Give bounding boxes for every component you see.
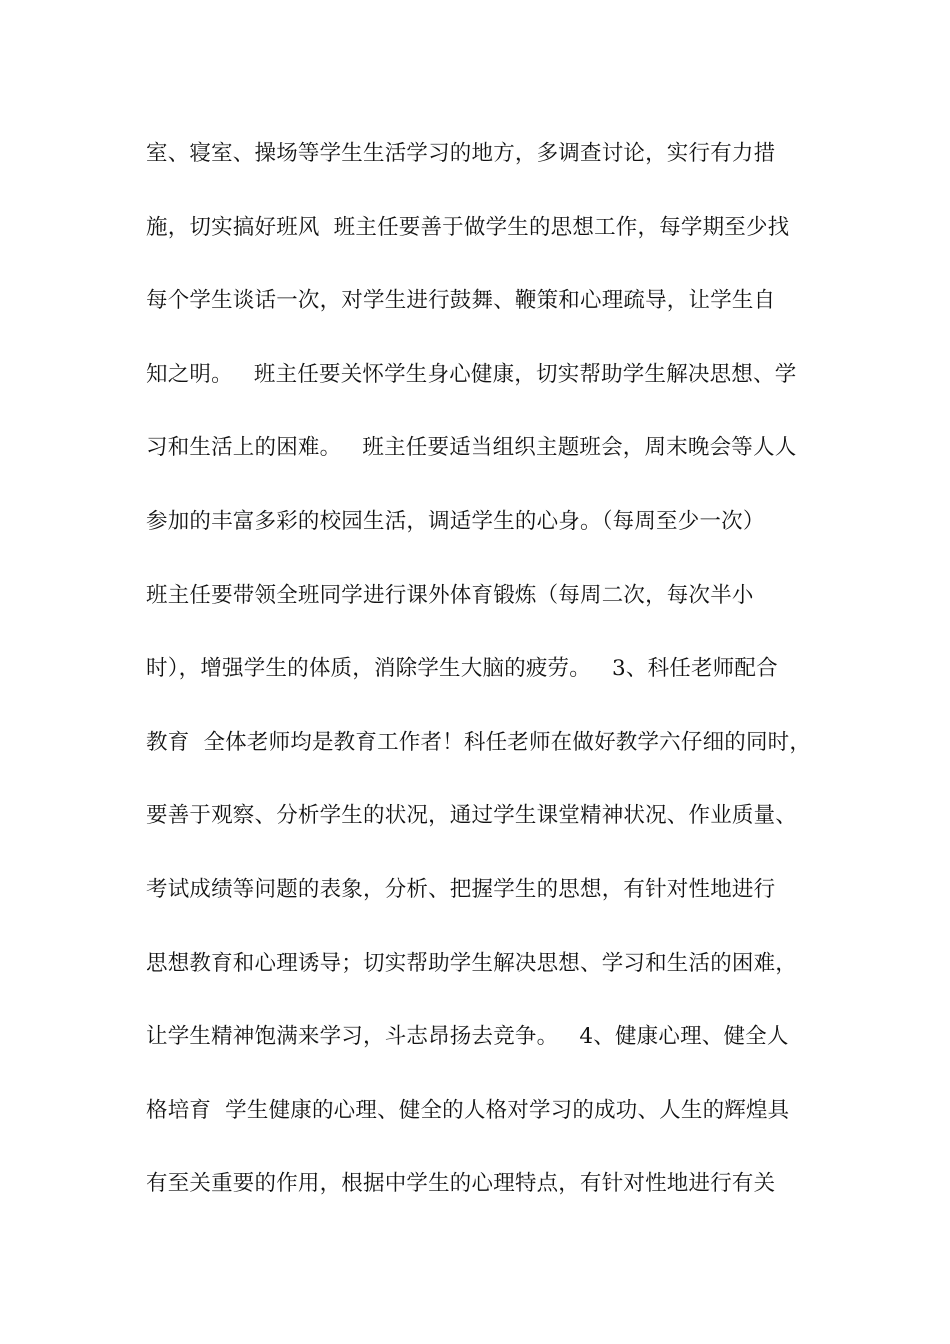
text-line: 每个学生谈话一次，对学生进行鼓舞、鞭策和心理疏导，让学生自 xyxy=(146,288,776,314)
text-line: 习和生活上的困难。 班主任要适当组织主题班会，周末晚会等人人 xyxy=(146,435,797,461)
text-line: 室、寝室、操场等学生生活学习的地方，多调查讨论，实行有力措 xyxy=(146,141,776,166)
text-line: 格培育 学生健康的心理、健全的人格对学习的成功、人生的辉煌具 xyxy=(146,1097,790,1123)
text-line: 要善于观察、分析学生的状况，通过学生课堂精神状况、作业质量、 xyxy=(146,803,798,829)
text-line: 班主任要带领全班同学进行课外体育锻炼（每周二次，每次半小 xyxy=(146,582,754,608)
text-line: 教育 全体老师均是教育工作者！科任老师在做好教学六仔细的同时， xyxy=(146,729,812,755)
text-line: 知之明。 班主任要关怀学生身心健康，切实帮助学生解决思想、学 xyxy=(146,361,797,387)
text-line: 时），增强学生的体质，消除学生大脑的疲劳。 3、科任老师配合 xyxy=(146,656,778,682)
text-line: 参加的丰富多彩的校园生活，调适学生的心身。（每周至少一次） xyxy=(146,508,765,534)
body-text xyxy=(146,134,826,1238)
text-line: 思想教育和心理诱导；切实帮助学生解决思想、学习和生活的困难， xyxy=(146,950,798,976)
text-line: 让学生精神饱满来学习，斗志昂扬去竞争。 4、健康心理、健全人 xyxy=(146,1024,789,1050)
text-line: 考试成绩等问题的表象，分析、把握学生的思想，有针对性地进行 xyxy=(146,876,776,902)
text-line: 有至关重要的作用，根据中学生的心理特点，有针对性地进行有关 xyxy=(146,1171,776,1197)
text-line: 施，切实搞好班风 班主任要善于做学生的思想工作，每学期至少找 xyxy=(146,214,790,240)
